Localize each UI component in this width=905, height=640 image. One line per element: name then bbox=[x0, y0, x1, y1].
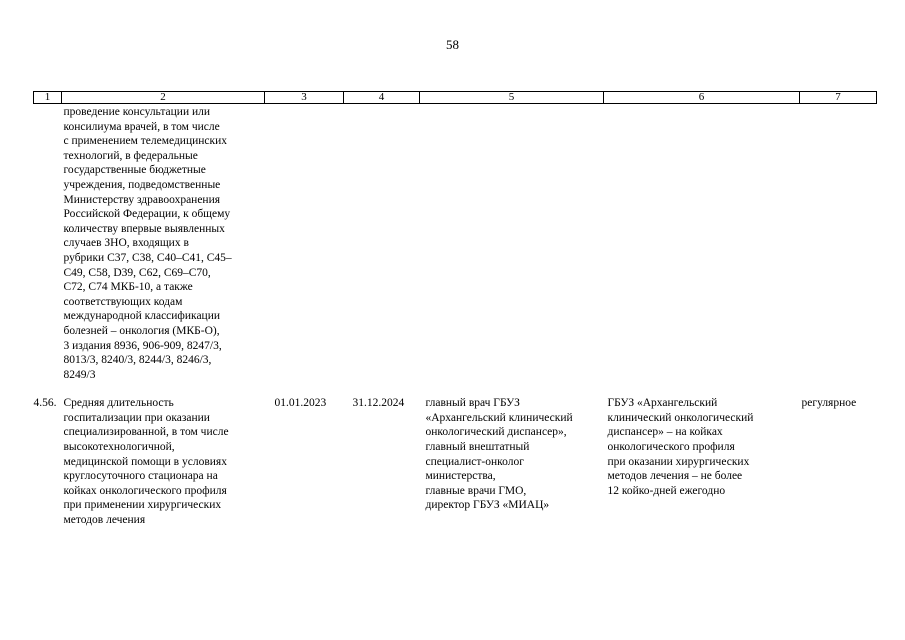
result-line: при оказании хирургических bbox=[607, 455, 750, 468]
continued-number-cell bbox=[34, 104, 62, 383]
description-line: при применении хирургических bbox=[63, 499, 222, 512]
column-header-2: 2 bbox=[62, 92, 265, 104]
continued-start-cell bbox=[265, 104, 344, 383]
description-line: болезней – онкология (МКБ-О), bbox=[63, 324, 220, 337]
description-line: государственные бюджетные bbox=[63, 164, 206, 177]
result-line: клинический онкологический bbox=[607, 411, 754, 424]
item-frequency: регулярное bbox=[801, 397, 857, 410]
description-line: 8249/3 bbox=[63, 368, 96, 381]
description-line: соответствующих кодам bbox=[63, 295, 183, 308]
responsible-line: директор ГБУЗ «МИАЦ» bbox=[425, 499, 550, 512]
description-line: 8013/3, 8240/3, 8244/3, 8246/3, bbox=[63, 354, 212, 367]
column-header-4: 4 bbox=[344, 92, 420, 104]
responsible-line: главный внештатный bbox=[425, 441, 530, 454]
description-line: С72, С74 МКБ-10, а также bbox=[63, 281, 193, 294]
description-line: койках онкологического профиля bbox=[63, 484, 227, 497]
responsible-line: специалист-онколог bbox=[425, 455, 524, 468]
result-line: методов лечения – не более bbox=[607, 470, 743, 483]
column-header-1: 1 bbox=[34, 92, 62, 104]
description-line: Российской Федерации, к общему bbox=[63, 208, 231, 221]
column-header-3: 3 bbox=[265, 92, 344, 104]
description-line: госпитализации при оказании bbox=[63, 411, 210, 424]
item-result-cell bbox=[604, 382, 800, 527]
description-line: круглосуточного стационара на bbox=[63, 470, 218, 483]
item-end-date: 31.12.2024 bbox=[352, 397, 405, 410]
description-line: проведение консультации или bbox=[63, 106, 211, 118]
description-line: с применением телемедицинских bbox=[63, 135, 228, 148]
description-line: Средняя длительность bbox=[63, 397, 174, 410]
description-line: 3 издания 8936, 906-909, 8247/3, bbox=[63, 339, 222, 352]
description-line: высокотехнологичной, bbox=[63, 441, 175, 454]
continued-row bbox=[34, 104, 877, 383]
description-line: С49, С58, D39, С62, С69–С70, bbox=[63, 266, 211, 279]
responsible-line: «Архангельский клинический bbox=[425, 411, 573, 424]
item-number: 4.56. bbox=[33, 397, 57, 410]
item-responsible-cell bbox=[420, 382, 604, 527]
column-header-6: 6 bbox=[604, 92, 800, 104]
description-line: Министерству здравоохранения bbox=[63, 193, 221, 206]
description-line: медицинской помощи в условиях bbox=[63, 455, 227, 468]
description-line: количеству впервые выявленных bbox=[63, 222, 225, 235]
table-row bbox=[34, 382, 877, 527]
description-line: международной классификации bbox=[63, 310, 221, 323]
responsible-line: главный врач ГБУЗ bbox=[425, 397, 520, 410]
continued-responsible-cell bbox=[420, 104, 604, 383]
item-description-cell bbox=[62, 382, 265, 527]
continued-frequency-cell bbox=[800, 104, 877, 383]
description-line: методов лечения bbox=[63, 514, 146, 527]
responsible-line: онкологический диспансер», bbox=[425, 426, 567, 439]
description-line: специализированной, в том числе bbox=[63, 426, 229, 439]
column-number-header-row bbox=[34, 92, 877, 104]
result-line: онкологического профиля bbox=[607, 441, 735, 454]
result-line: 12 койко-дней ежегодно bbox=[607, 484, 726, 497]
page-number: 58 bbox=[446, 37, 459, 52]
column-header-7: 7 bbox=[800, 92, 877, 104]
plan-table bbox=[33, 91, 877, 528]
result-line: ГБУЗ «Архангельский bbox=[607, 397, 718, 410]
item-start-date: 01.01.2023 bbox=[274, 397, 327, 410]
description-line: случаев ЗНО, входящих в bbox=[63, 237, 189, 250]
continued-result-cell bbox=[604, 104, 800, 383]
description-line: рубрики С37, С38, С40–С41, С45– bbox=[63, 251, 232, 264]
responsible-line: министерства, bbox=[425, 470, 496, 483]
description-line: консилиума врачей, в том числе bbox=[63, 120, 220, 133]
continued-end-cell bbox=[344, 104, 420, 383]
continued-description-cell bbox=[62, 104, 265, 383]
description-line: учреждения, подведомственные bbox=[63, 178, 221, 191]
result-line: диспансер» – на койках bbox=[607, 426, 723, 439]
column-header-5: 5 bbox=[420, 92, 604, 104]
responsible-line: главные врачи ГМО, bbox=[425, 484, 527, 497]
description-line: технологий, в федеральные bbox=[63, 149, 198, 162]
